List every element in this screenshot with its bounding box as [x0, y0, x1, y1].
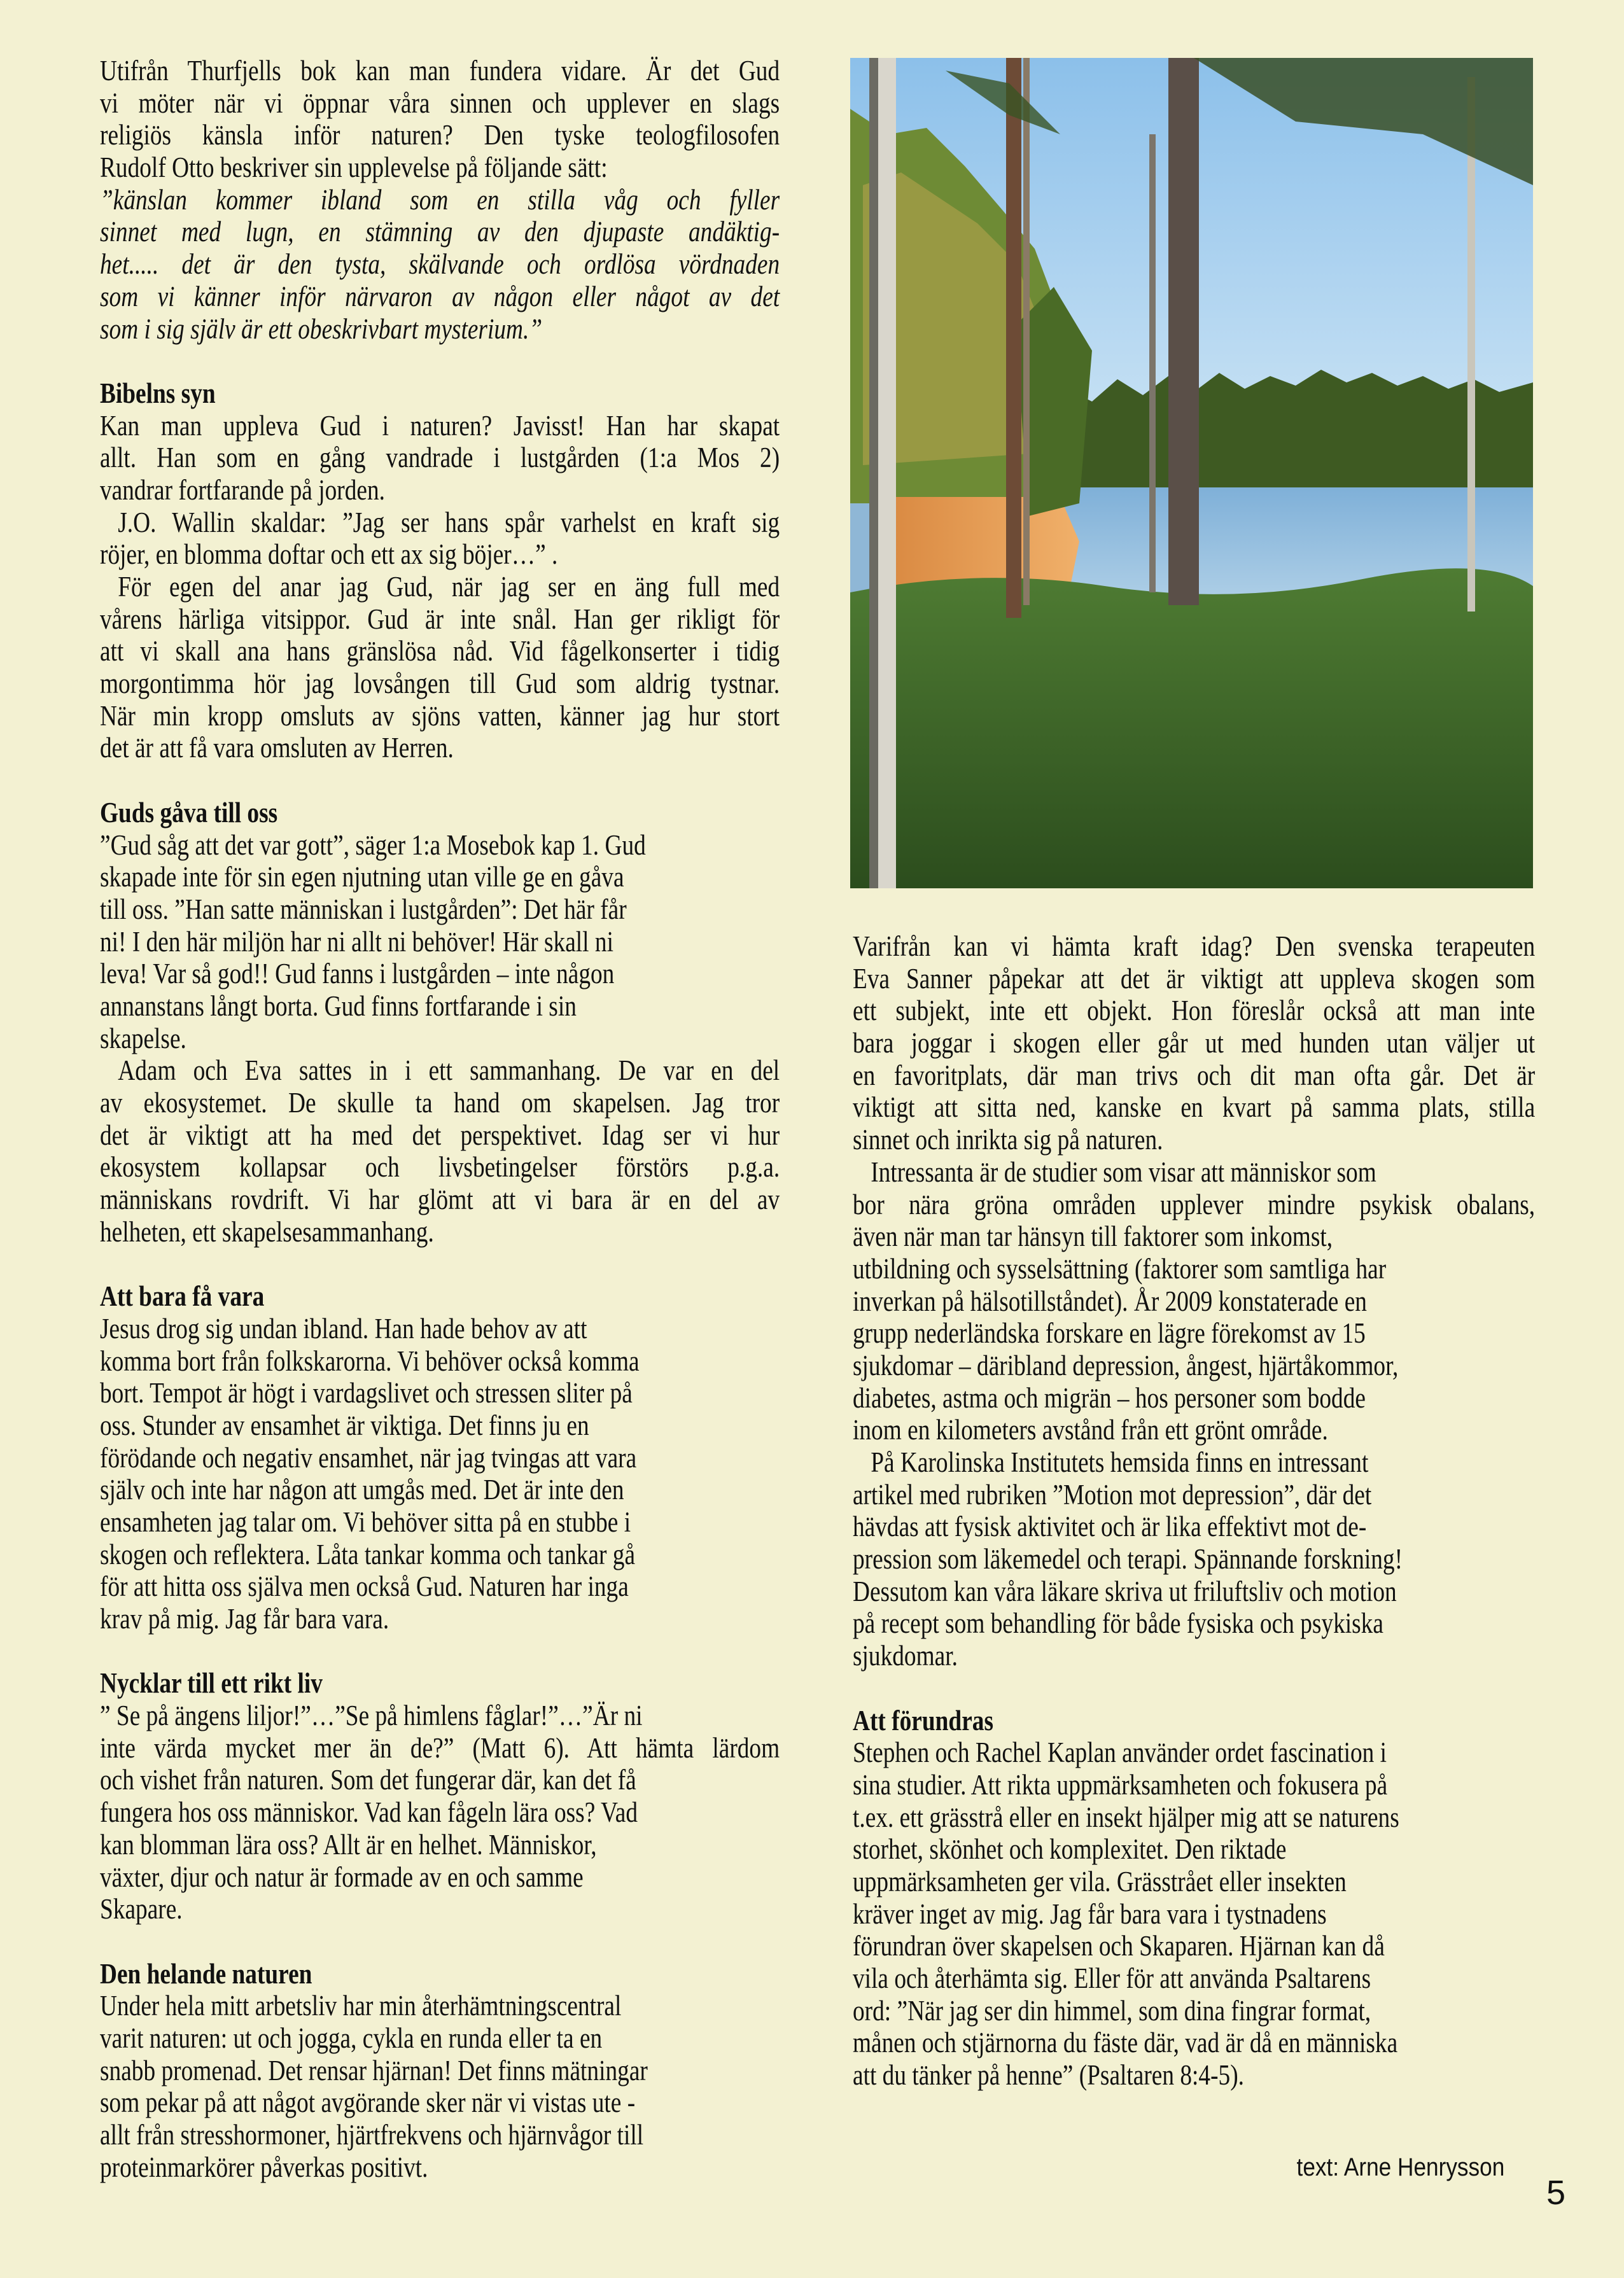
- text-line: [100, 151, 780, 184]
- text-line-content: snabb promenad. Det rensar hjärnan! Det finns mätningar: [100, 2054, 648, 2086]
- text-line: [100, 1054, 780, 1087]
- text-line-content: Skapare.: [100, 1893, 183, 1925]
- text-line-content: som i sig själv är ett obeskrivbart mysterium.”: [100, 312, 543, 345]
- text-line-content: bara joggar i skogen eller går ut med hunden utan väljer ut: [853, 1027, 1536, 1059]
- text-line: [100, 1119, 780, 1152]
- text-line: [100, 1506, 780, 1539]
- section-heading-nycklar: Nycklar till ett rikt liv: [100, 1667, 323, 1700]
- text-line: [853, 2027, 1535, 2059]
- text-line-content: På Karolinska Institutets hemsida finns en intressant: [871, 1446, 1369, 1478]
- text-line-content: skapade inte för sin egen njutning utan ville ge en gåva: [100, 861, 624, 893]
- text-line: [853, 1382, 1535, 1415]
- forest-floor: [850, 568, 1533, 888]
- text-line: [853, 1866, 1535, 1898]
- text-line-content: månen och stjärnorna du fäste där, vad är då en människa: [853, 2027, 1398, 2059]
- section-heading-att-bara-fa-vara: Att bara få vara: [100, 1280, 265, 1313]
- text-line-content: och vishet från naturen. Som det fungerar där, kan det få: [100, 1764, 636, 1796]
- text-line-content: röjer, en blomma doftar och ett ax sig böjer…” .: [100, 538, 558, 571]
- text-line: [853, 1801, 1535, 1834]
- intro-paragraph: [100, 55, 780, 184]
- text-line: [100, 1764, 780, 1796]
- text-line-content: sina studier. Att rikta uppmärksamheten och fokusera på: [853, 1768, 1388, 1801]
- text-line: [100, 1700, 780, 1732]
- right-column: [853, 930, 1535, 2092]
- text-line: [853, 1543, 1535, 1576]
- text-line: [853, 1317, 1535, 1350]
- text-line: [853, 2059, 1535, 2092]
- text-line: [100, 442, 780, 474]
- text-line: [853, 1736, 1535, 1769]
- text-line: [100, 893, 780, 926]
- text-line: [853, 1607, 1535, 1640]
- text-line-content: religiös känsla inför naturen? Den tyske teologfilosofen: [100, 119, 780, 151]
- text-line-content: kräver inget av mig. Jag får bara vara i tystnadens: [853, 1897, 1327, 1930]
- text-line: [100, 1409, 780, 1442]
- text-line-content: allt från stresshormoner, hjärtfrekvens och hjärnvågor till: [100, 2119, 644, 2151]
- text-line: [100, 1151, 780, 1184]
- text-line: [100, 474, 780, 507]
- section-body-att-bara-fa-vara: [100, 1313, 780, 1635]
- text-line: [853, 1091, 1535, 1124]
- text-line-content: även när man tar hänsyn till faktorer som inkomst,: [853, 1220, 1333, 1253]
- text-line-content: När min kropp omsluts av sjöns vatten, känner jag hur stort: [100, 699, 780, 732]
- text-line-content: sinnet med lugn, en stämning av den djupaste andäktig-: [100, 216, 780, 248]
- section-heading-att-forundras: Att förundras: [853, 1704, 993, 1736]
- page-number: 5: [1546, 2174, 1566, 2212]
- text-line: [100, 667, 780, 700]
- section-body-bibelns-syn: [100, 410, 780, 765]
- text-line: [853, 995, 1535, 1027]
- text-line: [853, 930, 1535, 963]
- text-line-content: att vi skall ana hans gränslösa nåd. Vid fågelkonserter i tidig: [100, 635, 780, 667]
- text-line: [100, 216, 780, 248]
- section-heading-den-helande-naturen: Den helande naturen: [100, 1957, 312, 1990]
- text-line: [100, 571, 780, 603]
- text-line-content: vi möter när vi öppnar våra sinnen och upplever en slags: [100, 87, 780, 119]
- forest-lake-image: [850, 58, 1533, 888]
- text-line: [100, 1184, 780, 1216]
- text-line-content: grupp nederländska forskare en lägre förekomst av 15: [853, 1317, 1366, 1350]
- text-line: [100, 410, 780, 442]
- text-line-content: storhet, skönhet och komplexitet. Den riktade: [853, 1833, 1287, 1866]
- text-line-content: ni! I den här miljön har ni allt ni behöver! Här skall ni: [100, 925, 613, 958]
- text-line: [100, 1023, 780, 1055]
- section-heading-guds-gava: Guds gåva till oss: [100, 796, 278, 828]
- text-line-content: utbildning och sysselsättning (faktorer som samtliga har: [853, 1252, 1387, 1285]
- text-line-content: vårens härliga vitsippor. Gud är inte snål. Han ger rikligt för: [100, 603, 780, 635]
- text-line-content: uppmärksamheten ger vila. Grässtrået eller insekten: [853, 1865, 1347, 1897]
- text-line: [853, 1930, 1535, 1962]
- text-line-content: sjukdomar – däribland depression, ångest, hjärtåkommor,: [853, 1349, 1399, 1381]
- right-paragraph-1: [853, 930, 1535, 1156]
- text-line: [100, 87, 780, 120]
- text-line-content: krav på mig. Jag får bara vara.: [100, 1603, 389, 1635]
- text-line-content: varit naturen: ut och jogga, cykla en runda eller ta en: [100, 2022, 603, 2054]
- text-line-content: Intressanta är de studier som visar att människor som: [871, 1156, 1376, 1188]
- text-line: [100, 2151, 780, 2184]
- text-line-content: förödande och negativ ensamhet, när jag tvingas att vara: [100, 1441, 637, 1474]
- text-line-content: Eva Sanner påpekar att det är viktigt att uppleva skogen som: [853, 962, 1536, 995]
- text-line: [853, 1833, 1535, 1866]
- text-line-content: diabetes, astma och migrän – hos personer som bodde: [853, 1381, 1366, 1414]
- text-line: [100, 990, 780, 1023]
- otto-quote: [100, 184, 780, 345]
- text-line: [100, 507, 780, 539]
- text-line: [853, 1124, 1535, 1156]
- text-line-content: het..... det är den tysta, skälvande och ordlösa vördnaden: [100, 248, 780, 281]
- text-line-content: pression som läkemedel och terapi. Spännande forskning!: [853, 1543, 1403, 1576]
- text-line-content: bor nära gröna områden upplever mindre psykisk obalans,: [853, 1188, 1536, 1220]
- text-line-content: ord: ”När jag ser din himmel, som dina fingrar format,: [853, 1994, 1371, 2027]
- text-line: [100, 1893, 780, 1925]
- text-line: [100, 1474, 780, 1506]
- left-column: [100, 55, 780, 2183]
- text-line-content: sjukdomar.: [853, 1640, 958, 1672]
- text-line-content: Kan man uppleva Gud i naturen? Javisst! Han har skapat: [100, 409, 780, 442]
- text-line: [100, 2086, 780, 2119]
- text-line-content: som pekar på att något avgörande sker när vi vistas ute -: [100, 2086, 636, 2119]
- text-line: [853, 1511, 1535, 1543]
- text-line: [853, 1220, 1535, 1253]
- text-line-content: fungera hos oss människor. Vad kan fågeln lära oss? Vad: [100, 1796, 638, 1829]
- text-line: [100, 248, 780, 281]
- far-forest: [1041, 370, 1533, 491]
- text-line: [100, 184, 780, 216]
- forest-lake-photo: [850, 58, 1533, 888]
- section-heading-bibelns-syn: Bibelns syn: [100, 377, 216, 409]
- text-line-content: Adam och Eva sattes in i ett sammanhang. De var en del: [118, 1054, 780, 1087]
- text-line: [100, 958, 780, 990]
- text-line: [853, 1576, 1535, 1608]
- text-line: [853, 1189, 1535, 1221]
- text-line: [100, 1539, 780, 1571]
- pine-trunk-center: [1168, 58, 1199, 605]
- birch-trunk-shade: [869, 58, 878, 888]
- text-line: [853, 1414, 1535, 1446]
- text-line: [853, 1059, 1535, 1092]
- text-line-content: ” Se på ängens liljor!”…”Se på himlens fåglar!”…”Är ni: [100, 1700, 643, 1732]
- text-line-content: För egen del anar jag Gud, när jag ser en äng full med: [118, 571, 780, 603]
- right-paragraph-3: [853, 1446, 1535, 1672]
- text-line-content: Under hela mitt arbetsliv har min återhämtningscentral: [100, 1990, 622, 2022]
- text-line: [100, 2055, 780, 2087]
- section-body-guds-gava: [100, 829, 780, 1248]
- text-line: [853, 1253, 1535, 1285]
- text-line: [853, 1962, 1535, 1995]
- text-line: [100, 1216, 780, 1248]
- text-line-content: Jesus drog sig undan ibland. Han hade behov av att: [100, 1312, 587, 1345]
- text-line-content: ”Gud såg att det var gott”, säger 1:a Mosebok kap 1. Gud: [100, 828, 646, 861]
- text-line: [100, 1829, 780, 1861]
- right-paragraph-2: [853, 1156, 1535, 1446]
- text-line: [853, 1640, 1535, 1672]
- text-line-content: helheten, ett skapelsesammanhang.: [100, 1215, 434, 1248]
- text-line-content: proteinmarkörer påverkas positivt.: [100, 2151, 428, 2183]
- text-line-content: sinnet och inrikta sig på naturen.: [853, 1124, 1163, 1156]
- text-line-content: vila och återhämta sig. Eller för att använda Psaltarens: [853, 1962, 1371, 1994]
- text-line: [100, 2022, 780, 2055]
- text-line-content: morgontimma hör jag lovsången till Gud som aldrig tystnar.: [100, 667, 780, 700]
- text-line-content: viktigt att sitta ned, kanske en kvart på samma plats, stilla: [853, 1091, 1536, 1124]
- text-line: [100, 861, 780, 893]
- text-line: [100, 119, 780, 151]
- text-line-content: skapelse.: [100, 1022, 186, 1054]
- author-credit: text: Arne Henrysson: [1296, 2153, 1504, 2181]
- text-line-content: kan blomman lära oss? Allt är en helhet. Människor,: [100, 1828, 597, 1861]
- section-body-den-helande-naturen: [100, 1990, 780, 2183]
- text-line: [853, 1769, 1535, 1801]
- text-line-content: för att hitta oss själva men också Gud. Naturen har inga: [100, 1570, 629, 1603]
- text-line-content: Rudolf Otto beskriver sin upplevelse på följande sätt:: [100, 151, 608, 184]
- text-line-content: hävdas att fysisk aktivitet och är lika effektivt mot de-: [853, 1511, 1367, 1543]
- text-line-content: ekosystem kollapsar och livsbetingelser förstörs p.g.a.: [100, 1151, 780, 1184]
- text-line-content: det är viktigt att ha med det perspektivet. Idag ser vi hur: [100, 1119, 780, 1151]
- text-line: [100, 1603, 780, 1635]
- text-line: [100, 1861, 780, 1894]
- text-line-content: J.O. Wallin skaldar: ”Jag ser hans spår varhelst en kraft sig: [118, 506, 780, 538]
- text-line: [100, 2119, 780, 2151]
- text-line-content: t.ex. ett grässtrå eller en insekt hjälper mig att se naturens: [853, 1801, 1399, 1833]
- text-line: [853, 1446, 1535, 1479]
- text-line-content: artikel med rubriken ”Motion mot depression”, där det: [853, 1478, 1372, 1511]
- text-line: [853, 1898, 1535, 1931]
- text-line: [100, 1442, 780, 1474]
- text-line: [853, 963, 1535, 995]
- text-line: [100, 700, 780, 732]
- text-line-content: Utifrån Thurfjells bok kan man fundera vidare. Är det Gud: [100, 55, 780, 87]
- text-line-content: Stephen och Rachel Kaplan använder ordet fascination i: [853, 1736, 1387, 1769]
- text-line-content: förundran över skapelsen och Skaparen. Hjärnan kan då: [853, 1930, 1385, 1962]
- text-line-content: att du tänker på henne” (Psaltaren 8:4-5).: [853, 2059, 1245, 2092]
- text-line: [100, 1732, 780, 1764]
- text-line-content: på recept som behandling för både fysiska och psykiska: [853, 1607, 1383, 1640]
- section-body-att-forundras: [853, 1736, 1535, 2092]
- text-line: [100, 732, 780, 764]
- text-line: [100, 829, 780, 862]
- text-line: [100, 55, 780, 87]
- text-line: [100, 538, 780, 571]
- text-line: [100, 603, 780, 636]
- text-line-content: inte värda mycket mer än de?” (Matt 6). Att hämta lärdom: [100, 1731, 780, 1764]
- text-line: [853, 1027, 1535, 1059]
- text-line: [100, 281, 780, 313]
- text-line: [853, 1156, 1535, 1189]
- text-line-content: vandrar fortfarande på jorden.: [100, 473, 385, 506]
- text-line-content: Dessutom kan våra läkare skriva ut friluftsliv och motion: [853, 1575, 1397, 1607]
- text-line-content: skogen och reflektera. Låta tankar komma och tankar gå: [100, 1538, 636, 1570]
- text-line-content: Varifrån kan vi hämta kraft idag? Den svenska terapeuten: [853, 930, 1536, 962]
- text-line-content: allt. Han som en gång vandrade i lustgården (1:a Mos 2): [100, 442, 780, 474]
- text-line-content: ensamheten jag talar om. Vi behöver sitta på en stubbe i: [100, 1506, 631, 1538]
- text-line-content: inom en kilometers avstånd från ett grönt område.: [853, 1414, 1328, 1446]
- text-line: [100, 1377, 780, 1409]
- thin-trunk-right: [1149, 134, 1156, 592]
- text-line-content: människans rovdrift. Vi har glömt att vi bara är en del av: [100, 1184, 780, 1216]
- text-line: [100, 1087, 780, 1119]
- text-line-content: ”känslan kommer ibland som en stilla våg och fyller: [100, 183, 780, 216]
- text-line-content: det är att få vara omsluten av Herren.: [100, 732, 454, 764]
- text-line-content: av ekosystemet. De skulle ta hand om skapelsen. Jag tror: [100, 1087, 780, 1119]
- pine-trunk-left: [1006, 58, 1021, 618]
- text-line-content: oss. Stunder av ensamhet är viktiga. Det finns ju en: [100, 1409, 589, 1441]
- text-line: [100, 1345, 780, 1378]
- text-line: [100, 313, 780, 346]
- text-line-content: som vi känner inför närvaron av någon eller något av det: [100, 280, 780, 312]
- text-line: [853, 1285, 1535, 1318]
- text-line: [100, 1313, 780, 1345]
- text-line-content: själv och inte har någon att umgås med. Det är inte den: [100, 1474, 624, 1506]
- text-line: [100, 1796, 780, 1829]
- text-line: [853, 1350, 1535, 1382]
- text-line: [100, 1570, 780, 1603]
- text-line: [853, 1995, 1535, 2027]
- text-line: [100, 1990, 780, 2022]
- section-body-nycklar: [100, 1700, 780, 1925]
- text-line-content: komma bort från folkskarorna. Vi behöver också komma: [100, 1345, 640, 1377]
- text-line-content: växter, djur och natur är formade av en och samme: [100, 1861, 584, 1893]
- text-line-content: till oss. ”Han satte människan i lustgården”: Det här får: [100, 893, 627, 925]
- thin-trunk: [1023, 58, 1030, 605]
- text-line-content: en favoritplats, där man trivs och dit man ofta går. Det är: [853, 1059, 1536, 1091]
- text-line: [100, 635, 780, 667]
- text-line: [100, 926, 780, 958]
- text-line: [853, 1479, 1535, 1511]
- text-line-content: leva! Var så god!! Gud fanns i lustgården – inte någon: [100, 958, 615, 990]
- text-line-content: ett subjekt, inte ett objekt. Hon föreslår också att man inte: [853, 995, 1536, 1027]
- text-line-content: annanstans långt borta. Gud finns fortfarande i sin: [100, 989, 577, 1022]
- text-line-content: bort. Tempot är högt i vardagslivet och stressen sliter på: [100, 1377, 633, 1409]
- text-line-content: inverkan på hälsotillståndet). År 2009 konstaterade en: [853, 1285, 1367, 1317]
